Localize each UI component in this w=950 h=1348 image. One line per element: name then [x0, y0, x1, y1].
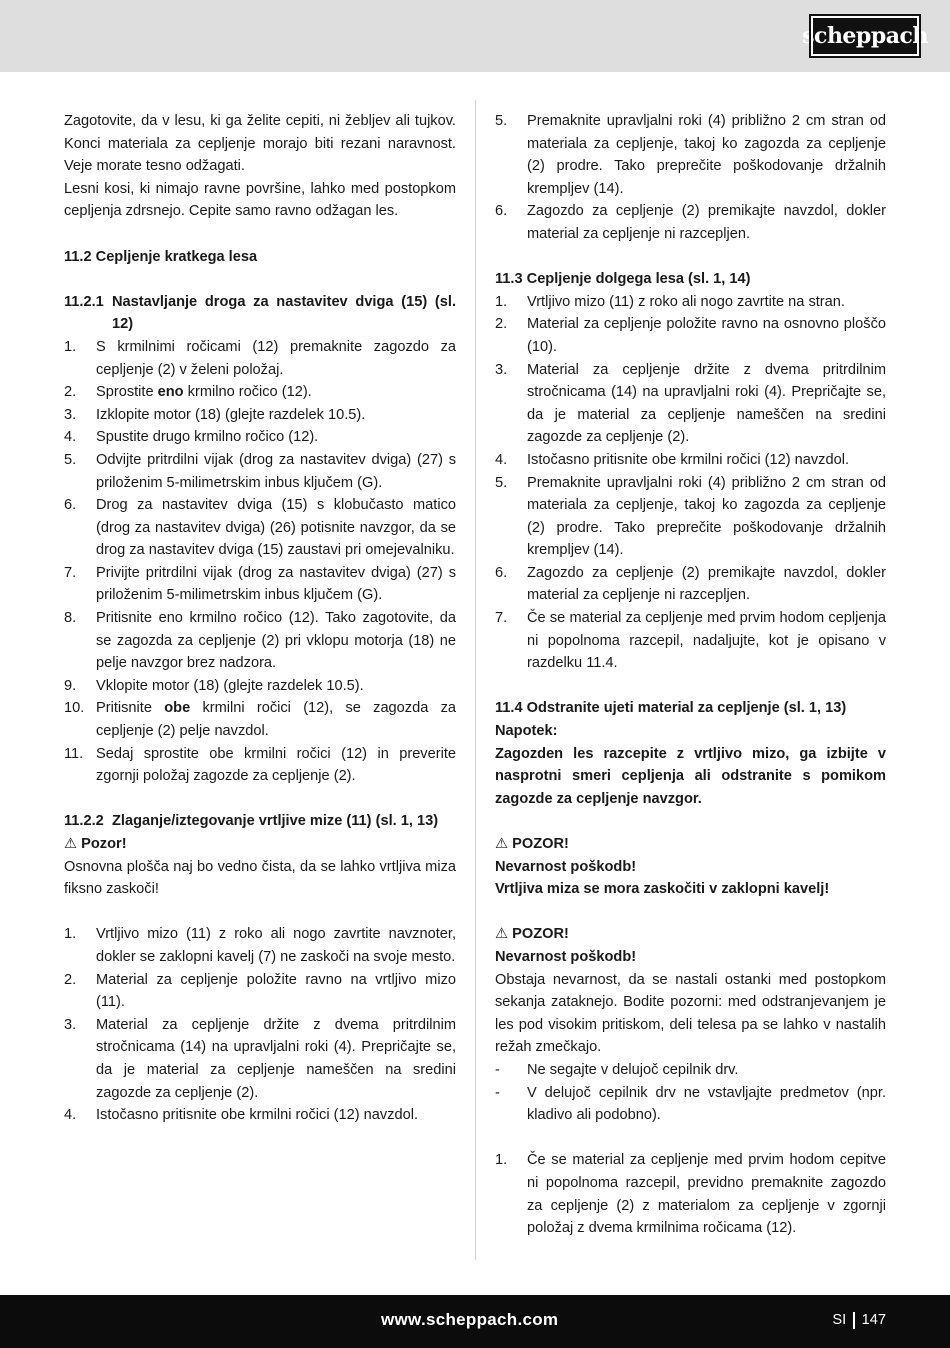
list-item [495, 313, 886, 358]
item-number: 7. [495, 610, 508, 627]
list-item [495, 1059, 886, 1082]
item-number: 6. [495, 564, 508, 581]
item-number: 1. [64, 926, 77, 943]
item-text: Zagozdo za cepljenje (2) premikajte navzdol, dokler material za cepljenje ni razcepljen. [527, 564, 886, 604]
note-paragraph: Zagozden les razcepite z vrtljivo mizo, ga izbijte v nasprotni smeri cepljenja ali odstranite s pomikom zagozde za cepljenje navzgor. [495, 745, 886, 807]
item-number: 5. [64, 451, 77, 468]
section-number: 11.2.1 [64, 293, 104, 310]
item-number: 2. [495, 316, 508, 333]
item-text-emphasis: eno [157, 384, 184, 401]
section-title: Zlaganje/iztegovanje vrtljive mize (11) (sl. 1, 13) [112, 813, 439, 830]
item-text-part: krmilni ročici (12), se zagozda za cepljenje (2) pelje navzdol. [96, 700, 456, 740]
separator-bar [853, 1312, 855, 1329]
page-header [0, 0, 950, 72]
item-text: Privijte pritrdilni vijak (drog za nastavitev dviga) (27) s priloženim 5-milimetrskim inbus ključem (G). [96, 564, 456, 604]
item-text: V delujoč cepilnik drv ne vstavljajte predmetov (npr. kladivo ali podobno). [527, 1084, 886, 1124]
intro-paragraph-2: Lesni kosi, ki nimajo ravne površine, lahko med postopkom cepljenja zdrsnejo. Cepite samo ravno odžagan les. [64, 180, 456, 220]
warning-text: POZOR! [512, 926, 569, 943]
page-number: 147 [861, 1312, 886, 1328]
item-text: Če se material za cepljenje med prvim hodom cepljenja ni popolnoma razcepil, nadaljujte, kot je opisano v razdelku 11.4. [527, 610, 886, 672]
item-number: 1. [64, 338, 77, 355]
list-item [64, 494, 456, 562]
item-number: 9. [64, 677, 77, 694]
item-number: 3. [64, 406, 77, 423]
list-item [64, 426, 456, 449]
list-item [495, 1082, 886, 1127]
item-number: - [495, 1084, 500, 1101]
item-number: 2. [64, 384, 77, 401]
list-item [495, 607, 886, 675]
warning-text: Pozor! [81, 836, 127, 852]
item-number: 4. [64, 1107, 77, 1124]
item-text-emphasis: obe [164, 700, 191, 717]
item-text-part: krmilno ročico (12). [183, 384, 312, 401]
warning-1-label [495, 833, 886, 856]
list-item [495, 472, 886, 562]
section-11-2-1-heading [64, 291, 456, 336]
list-item [64, 923, 456, 968]
item-text: Drog za nastavitev dviga (15) s klobučasto matico (drog za nastavitev dviga) (26) potisnite navzgor, da se drog za nastavitev dviga (15) zaustavi pri omejevalniku. [96, 497, 456, 559]
steps-11-4 [495, 1149, 886, 1239]
item-number: 1. [495, 293, 508, 310]
list-item [64, 381, 456, 404]
dash-list [495, 1059, 886, 1127]
item-text: Material za cepljenje držite z dvema pritrdilnim stročnicama (14) na upravljalni roki (4). Prepričajte se, da je material za cepljenje nameščen na sredini zagozde za cepljenje (2). [96, 1016, 456, 1101]
list-item [495, 359, 886, 449]
item-number: 7. [64, 564, 77, 581]
list-item [64, 404, 456, 427]
item-text: Zagozdo za cepljenje (2) premikajte navzdol, dokler material za cepljenje ni razcepljen. [527, 203, 886, 242]
website-url: www.scheppach.com [381, 1310, 559, 1329]
item-number: 6. [495, 203, 508, 220]
list-item [495, 291, 886, 314]
item-text-part: Pritisnite [96, 700, 165, 717]
item-number: 4. [64, 429, 77, 446]
warning-2-label [495, 923, 886, 946]
scheppach-logo [802, 16, 928, 56]
item-text [96, 381, 456, 404]
item-text: Vrtljivo mizo (11) z roko ali nogo zavrtite navznoter, dokler se zaklopni kavelj (7) ne zaskoči na svoje mesto. [96, 926, 456, 965]
item-number: 5. [495, 113, 508, 129]
warning-triangle-icon: ⚠ [495, 926, 509, 943]
warning-1-paragraph: Vrtljiva miza se mora zaskočiti v zaklopni kavelj! [495, 881, 830, 898]
warning-2-subtitle: Nevarnost poškodb! [495, 948, 637, 965]
list-item [64, 449, 456, 494]
list-item [495, 110, 886, 200]
warning-2-paragraph: Obstaja nevarnost, da se nastali ostanki med postopkom sekanja zataknejo. Bodite pozorni: med odstranjevanjem je les pod visokim pritiskom, deli telesa pa se lahko v nastalih režah zmečkajo. [495, 971, 886, 1056]
list-item [64, 607, 456, 675]
list-item [64, 1014, 456, 1104]
item-number: - [495, 1061, 500, 1078]
left-column [64, 110, 456, 1127]
item-text: Izklopite motor (18) (glejte razdelek 10.5). [96, 406, 366, 423]
item-text: Vklopite motor (18) (glejte razdelek 10.5). [96, 677, 364, 694]
list-item [64, 675, 456, 698]
list-item [64, 743, 456, 788]
item-number: 11. [64, 745, 84, 762]
list-item [495, 200, 886, 245]
list-item [64, 697, 456, 742]
item-text: Istočasno pritisnite obe krmilni ročici (12) navzdol. [527, 451, 850, 468]
list-item [64, 1104, 456, 1127]
section-11-4-heading: 11.4 Odstranite ujeti material za cepljenje (sl. 1, 13) [495, 700, 847, 717]
intro-paragraph-1: Zagotovite, da v lesu, ki ga želite cepiti, ni žebljev ali tujkov. Konci materiala za cepljenje morajo biti rezani naravnost. Veje morate tesno odžagati. [64, 113, 456, 175]
item-number: 10. [64, 700, 85, 717]
item-number: 6. [64, 497, 77, 514]
item-text: Pritisnite eno krmilno ročico (12). Tako zagotovite, da se zagozda za cepljenje (2) pri vklopu motorja (18) ne pelje navzgor brez nadzora. [96, 610, 456, 672]
item-number: 8. [64, 610, 77, 627]
item-number: 2. [64, 971, 77, 988]
column-divider [475, 100, 476, 1260]
item-text-part: Sprostite [96, 384, 158, 401]
item-text [96, 697, 456, 742]
right-column [495, 110, 886, 1240]
section-11-2-2-heading [64, 810, 456, 833]
warning-triangle-icon: ⚠ [64, 836, 78, 852]
item-number: 4. [495, 451, 508, 468]
item-text: Če se material za cepljenje med prvim hodom cepitve ni popolnoma razcepil, previdno premaknite zagozdo za cepljenje (2) z materialom za cepljenje v zgornji položaj z dvema krmilnima ročicama (12). [527, 1152, 886, 1237]
item-text: Sedaj sprostite obe krmilni ročici (12) in preverite zgornji položaj zagozde za cepljenje (2). [96, 745, 456, 785]
note-label: Napotek: [495, 723, 558, 740]
warning-triangle-icon: ⚠ [495, 836, 509, 852]
steps-11-3 [495, 291, 886, 675]
item-text: Premaknite upravljalni roki (4) približno 2 cm stran od materiala za cepljenje, takoj ko zagozda za cepljenje (2) prodre. Tako preprečite poškodovanje držalnih krempljev (14). [527, 474, 886, 559]
item-text: Vrtljivo mizo (11) z roko ali nogo zavrtite na stran. [527, 293, 845, 310]
item-number: 1. [495, 1152, 508, 1169]
warning-paragraph: Osnovna plošča naj bo vedno čista, da se lahko vrtljiva miza fiksno zaskoči! [64, 858, 456, 898]
steps-11-2-1 [64, 336, 456, 788]
item-number: 3. [495, 361, 508, 378]
section-number: 11.2.2 [64, 813, 104, 830]
logo-text: scheppach [802, 22, 928, 49]
item-number: 5. [495, 474, 508, 491]
steps-continued [495, 110, 886, 246]
item-text: S krmilnimi ročicami (12) premaknite zagozdo za cepljenje (2) v želeni položaj. [96, 338, 456, 378]
item-text: Material za cepljenje položite ravno na osnovno ploščo (10). [527, 316, 886, 355]
list-item [64, 336, 456, 381]
item-text: Material za cepljenje držite z dvema pritrdilnim stročnicama (14) na upravljalni roki (4). Prepričajte se, da je material za cepljenje nameščen na sredini zagozde za cepljenje (2). [527, 361, 886, 446]
item-text: Material za cepljenje položite ravno na vrtljivo mizo (11). [96, 971, 456, 1011]
page-footer [0, 1295, 950, 1348]
warning-1-subtitle: Nevarnost poškodb! [495, 858, 637, 875]
item-number: 3. [64, 1016, 77, 1033]
item-text: Premaknite upravljalni roki (4) približno 2 cm stran od materiala za cepljenje, takoj ko zagozda za cepljenje (2) prodre. Tako preprečite poškodovanje držalnih krempljev (14). [527, 113, 886, 197]
list-item [64, 969, 456, 1014]
page-indicator [832, 1309, 886, 1332]
steps-11-2-2 [64, 923, 456, 1126]
item-text: Spustite drugo krmilno ročico (12). [96, 429, 319, 446]
list-item [495, 562, 886, 607]
list-item [64, 562, 456, 607]
list-item [495, 449, 886, 472]
section-11-3-heading: 11.3 Cepljenje dolgega lesa (sl. 1, 14) [495, 271, 751, 288]
section-11-2-heading: 11.2 Cepljenje kratkega lesa [64, 248, 258, 265]
language-code: SI [832, 1312, 847, 1328]
item-text: Odvijte pritrdilni vijak (drog za nastavitev dviga) (27) s priloženim 5-milimetrskim inbus ključem (G). [96, 451, 456, 491]
item-text: Ne segajte v delujoč cepilnik drv. [527, 1061, 739, 1078]
section-title: Nastavljanje droga za nastavitev dviga (15) (sl. 12) [112, 293, 456, 333]
list-item [495, 1149, 886, 1239]
item-text: Istočasno pritisnite obe krmilni ročici (12) navzdol. [96, 1107, 419, 1124]
warning-text: POZOR! [512, 836, 569, 852]
warning-label [64, 833, 456, 856]
